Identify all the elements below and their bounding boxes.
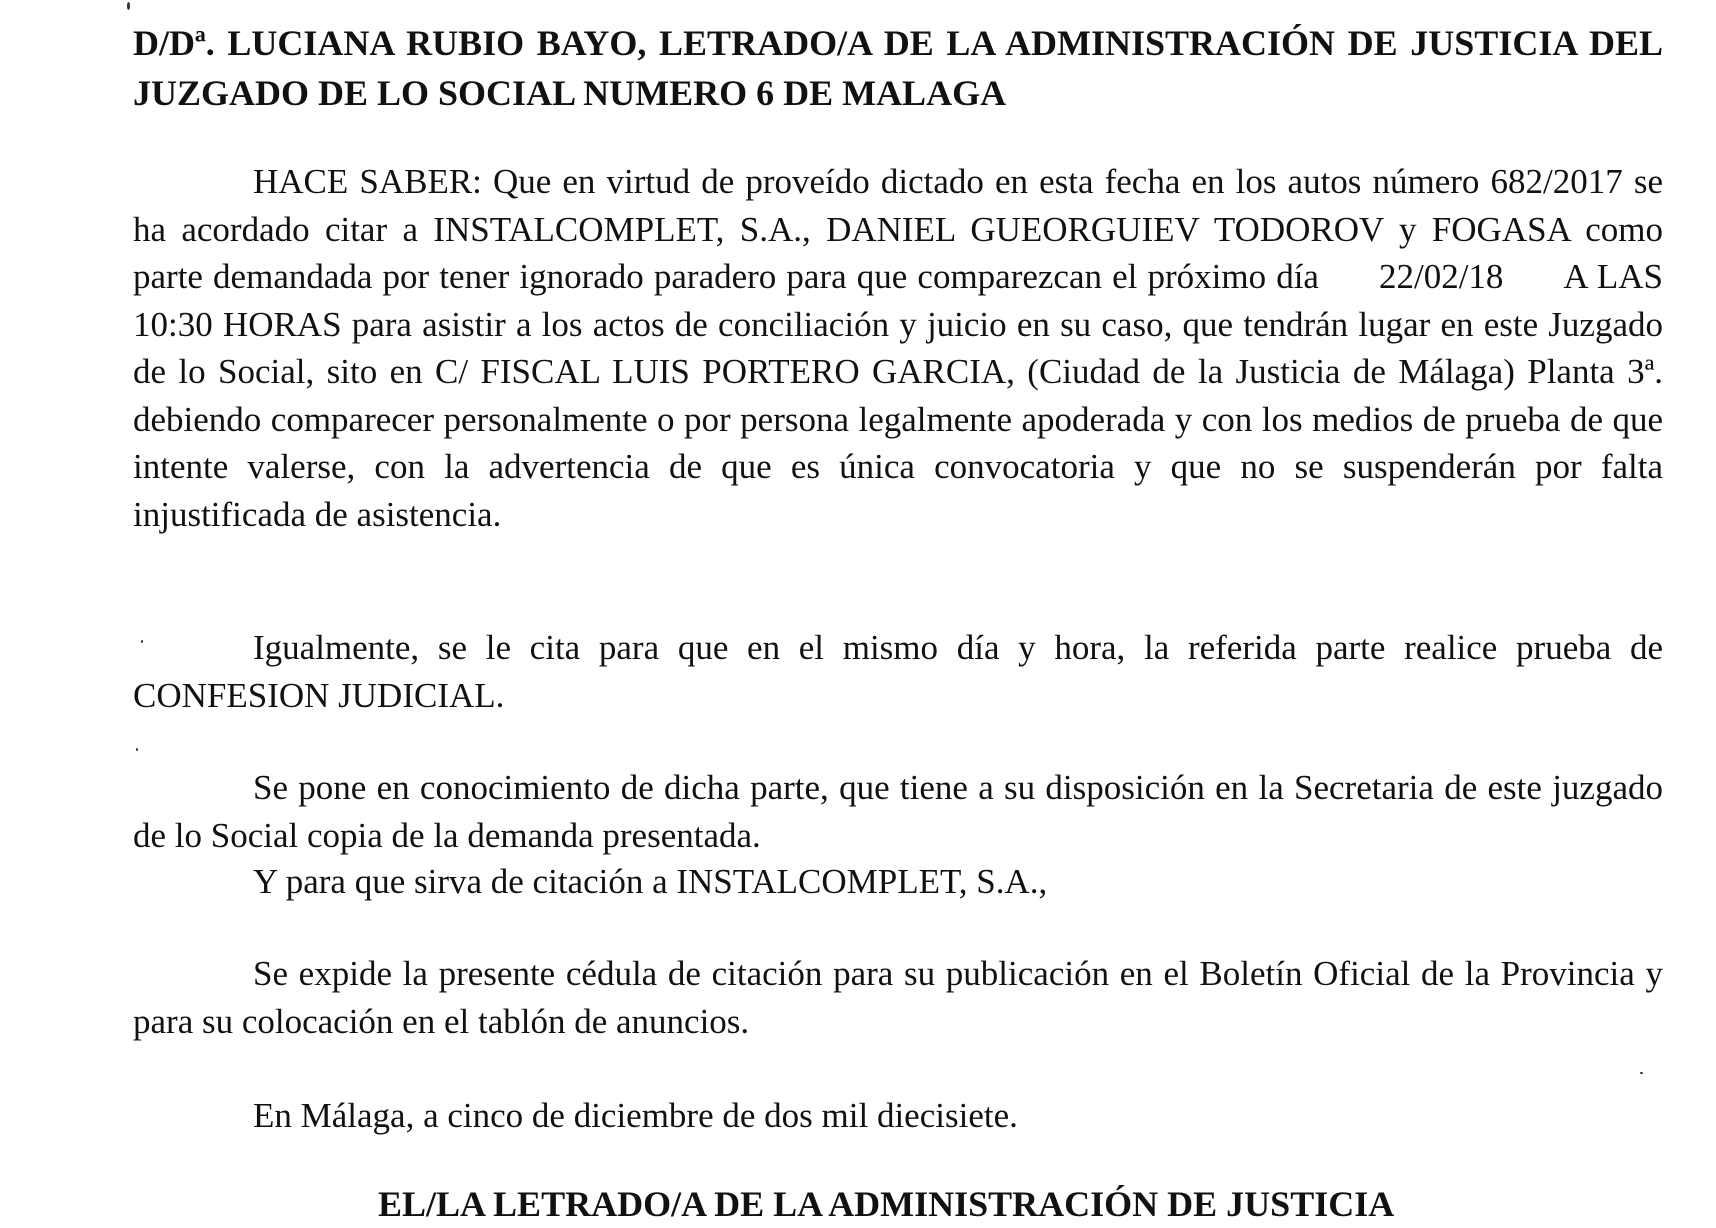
paragraph-citacion: Y para que sirva de citación a INSTALCOMPLET, S.A., — [253, 862, 1048, 901]
paragraph-hace-saber-continued: A LAS 10:30 HORAS para asistir a los actos de conciliación y juicio en su caso, que tendrán lugar en este Juzgado de lo Social, sito en C/ FISCAL LUIS PORTERO GARCIA, (Ciudad de la Justicia de Málaga) Planta 3ª. debiendo comparecer personalmente o por persona legalmente apoderada y con los medios de prueba de que intente valerse, con la advertencia de que es única convocatoria y que no se suspenderán por falta injustificada de asistencia. — [133, 257, 1664, 534]
paragraph-conocimiento: Se pone en conocimiento de dicha parte, que tiene a su disposición en la Secretaria de este juzgado de lo Social copia de la demanda presentada. — [133, 768, 1663, 855]
scan-speck — [127, 2, 130, 10]
scan-speck — [136, 748, 138, 751]
scan-speck — [141, 640, 143, 643]
hearing-date: 22/02/18 — [1378, 257, 1504, 296]
document-heading: D/Dª. LUCIANA RUBIO BAYO, LETRADO/A DE LA ADMINISTRACIÓN DE JUSTICIA DEL JUZGADO DE LO SOCIAL NUMERO 6 DE MALAGA — [133, 23, 1663, 113]
place-and-date: En Málaga, a cinco de diciembre de dos mil diecisiete. — [253, 1096, 1018, 1135]
paragraph-hace-saber — [133, 158, 1663, 538]
signature-title: EL/LA LETRADO/A DE LA ADMINISTRACIÓN DE JUSTICIA — [378, 1184, 1395, 1224]
scan-speck — [1640, 1072, 1643, 1074]
paragraph-publicacion: Se expide la presente cédula de citación para su publicación en el Boletín Oficial de la Provincia y para su colocación en el tablón de anuncios. — [133, 954, 1663, 1041]
paragraph-confesion-judicial: Igualmente, se le cita para que en el mismo día y hora, la referida parte realice prueba de CONFESION JUDICIAL. — [133, 628, 1663, 715]
paragraph-hace-saber-text: HACE SABER: Que en virtud de proveído dictado en esta fecha en los autos número 682/2017 se ha acordado citar a INSTALCOMPLET, S.A., DANIEL GUEORGUIEV TODOROV y FOGASA como parte demandada por tener ignorado paradero para que comparezcan el próximo día — [133, 162, 1663, 296]
